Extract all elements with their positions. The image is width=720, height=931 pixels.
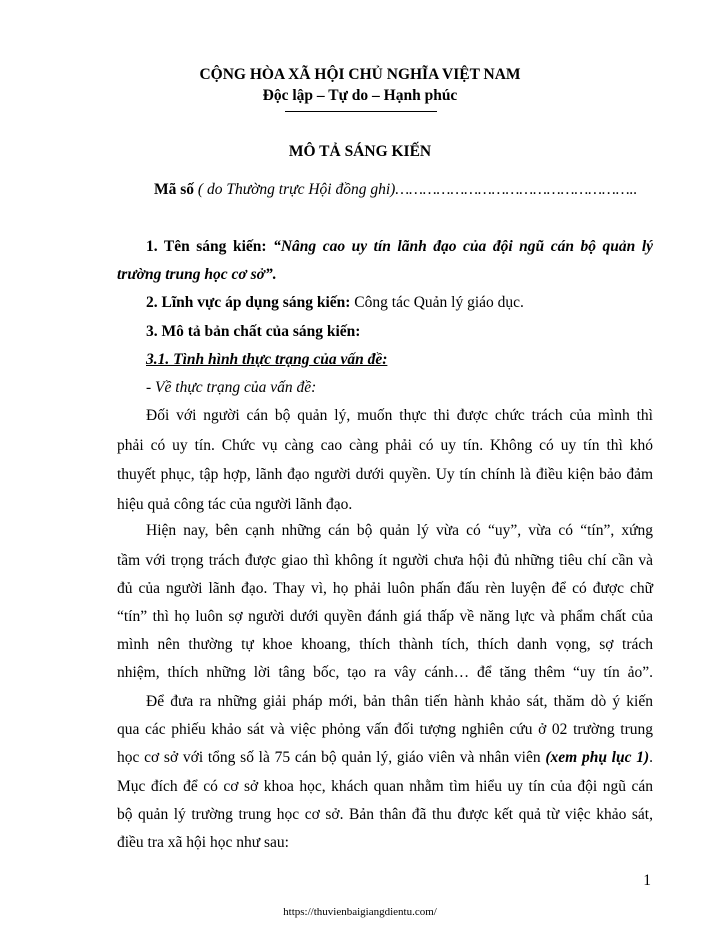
code-label: Mã số [154, 181, 195, 198]
code-note: ( do Thường trực Hội đồng ghi)…………………………………………….. [194, 181, 638, 198]
section-3-heading: 3. Mô tả bản chất của sáng kiến: [146, 323, 361, 340]
appendix-reference: (xem phụ lục 1) [545, 749, 650, 766]
p2-line-1 [117, 522, 653, 540]
p3-period: . [649, 749, 653, 766]
p2-text-1: Hiện nay, bên cạnh những cán bộ quản lý vừa có “uy”, vừa có “tín”, xứng [146, 522, 653, 539]
p2-line-4: “tín” thì họ luôn sợ người dưới quyền đánh giá thấp về năng lực và phẩm chất của [117, 608, 653, 625]
p1-line-3: thuyết phục, tập hợp, lãnh đạo người dưới quyền. Uy tín chính là điều kiện bảo đảm [117, 466, 653, 483]
section-3-1-heading [146, 351, 387, 369]
p3-line-5: bộ quản lý trường trung học cơ sở. Bản thân đã thu được kết quả từ việc khảo sát, [117, 806, 653, 823]
section-1-label: 1. Tên sáng kiến: [146, 238, 267, 255]
p3-line-3 [117, 749, 653, 767]
footer-url[interactable]: https://thuvienbaigiangdientu.com/ [283, 906, 437, 918]
p3-text-1: Để đưa ra những giải pháp mới, bản thân tiến hành khảo sát, thăm dò ý kiến [146, 693, 653, 710]
header-divider [285, 111, 437, 112]
section-1-title-a: “Nâng cao uy tín lãnh đạo của đội ngũ cán bộ quản lý [273, 238, 653, 255]
document-title: MÔ TẢ SÁNG KIẾN [288, 143, 432, 160]
country-heading: CỘNG HÒA XÃ HỘI CHỦ NGHĨA VIỆT NAM [199, 66, 521, 83]
section-1-title-b: trường trung học cơ sở”. [117, 266, 277, 283]
p2-line-2: tầm với trọng trách được giao thì không ít người chưa hội đủ những tiêu chí cần và [117, 552, 653, 569]
p1-line-4: hiệu quả công tác của người lãnh đạo. [117, 496, 353, 513]
section-2-label: 2. Lĩnh vực áp dụng sáng kiến: [146, 294, 351, 311]
section-3-1-sub [146, 379, 316, 397]
p3-text-3: học cơ sở với tổng số là 75 cán bộ quản lý, giáo viên và nhân viên [117, 749, 546, 766]
code-line [154, 181, 637, 199]
p3-line-4: Mục đích để có cơ sở khoa học, khách quan nhằm tìm hiểu uy tín của đội ngũ cán [117, 778, 653, 795]
p2-line-5: mình nên thường tự khoe khoang, thích thành tích, thích danh vọng, sợ trách [117, 636, 653, 653]
p1-text-1: Đối với người cán bộ quản lý, muốn thực thi được chức trách của mình thì [146, 407, 653, 424]
p3-line-6: điều tra xã hội học như sau: [117, 834, 289, 851]
section-2-line [146, 294, 524, 312]
page-number: 1 [643, 872, 651, 889]
p2-line-3: đủ của người lãnh đạo. Thay vì, họ phải luôn phấn đấu rèn luyện để có được chữ [117, 580, 653, 597]
section-1-line-2 [117, 266, 277, 284]
p2-line-6: nhiệm, thích những lời tâng bốc, tạo ra vây cánh… để tăng thêm “uy tín ảo”. [117, 664, 653, 681]
section-3-1-sub-text: - Về thực trạng của vấn đề: [146, 379, 317, 396]
p3-line-1 [117, 693, 653, 711]
motto-heading: Độc lập – Tự do – Hạnh phúc [262, 87, 458, 104]
section-2-value: Công tác Quản lý giáo dục. [350, 294, 524, 311]
section-3-1-label: 3.1. Tình hình thực trạng của vấn đề: [146, 351, 388, 368]
p3-line-2: qua các phiếu khảo sát và việc phỏng vấn đối tượng nghiên cứu ở 02 trường trung [117, 721, 653, 738]
p1-line-2: phải có uy tín. Chức vụ càng cao càng phải có uy tín. Không có uy tín thì khó [117, 437, 653, 454]
section-1-line [117, 238, 653, 256]
p1-line-1 [117, 407, 653, 425]
